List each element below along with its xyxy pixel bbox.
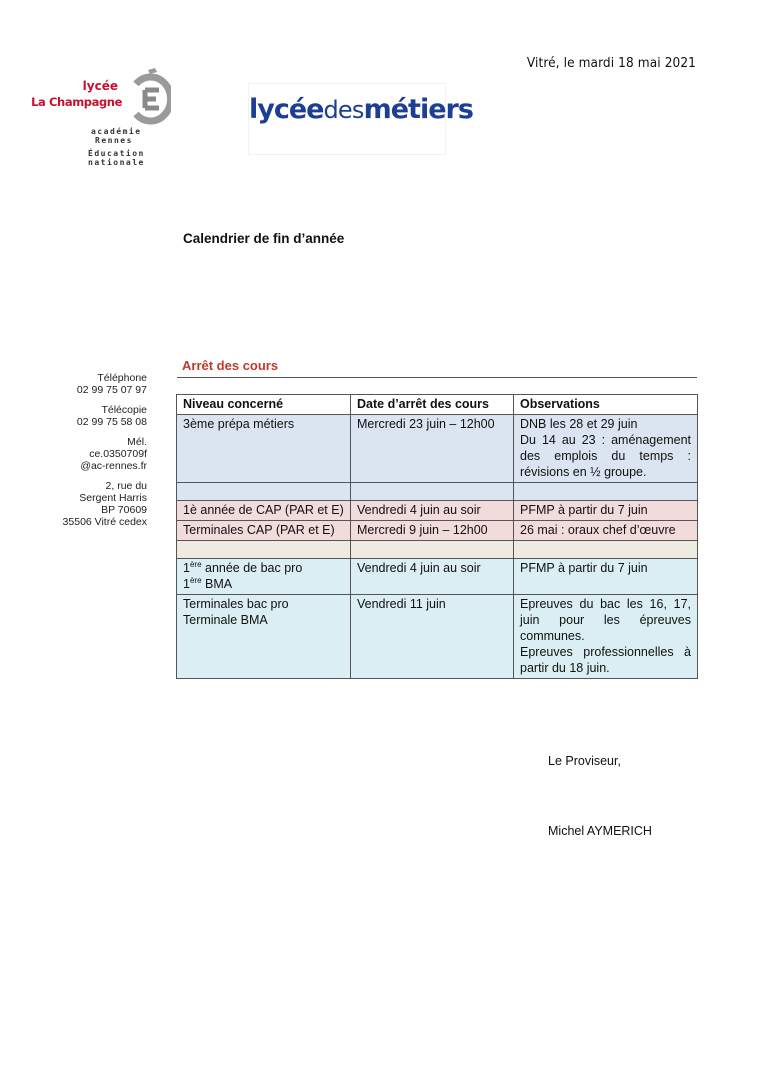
level-text: Terminale BMA (183, 613, 268, 627)
mail-line-2: @ac-rennes.fr (80, 460, 147, 472)
logo-metiers-part2: des (323, 96, 364, 124)
phone-number: 02 99 75 07 97 (76, 384, 147, 396)
table-row (177, 415, 698, 483)
cell-date: Vendredi 4 juin au soir (351, 559, 514, 595)
cell-observations (514, 595, 698, 679)
signature-role: Le Proviseur, (548, 754, 621, 768)
logo-sub-rennes: Rennes (95, 136, 133, 145)
obs-line: DNB les 28 et 29 juin (520, 417, 638, 431)
fax-label: Télécopie (101, 404, 147, 416)
cell-date: Vendredi 4 juin au soir (351, 501, 514, 521)
obs-line: Epreuves professionnelles à partir du 18 juin. (520, 645, 691, 675)
section-rule (177, 377, 697, 378)
cell-date: Mercredi 9 juin – 12h00 (351, 521, 514, 541)
document-title: Calendrier de fin d’année (183, 231, 345, 246)
level-text: année de bac pro (201, 561, 303, 575)
e-letter-logo-icon (131, 68, 171, 128)
header-niveau: Niveau concerné (177, 395, 351, 415)
lycee-des-metiers-logo (249, 84, 473, 154)
logo-line-champagne: La Champagne (31, 95, 122, 109)
cell-observations: 26 mai : oraux chef d’œuvre (514, 521, 698, 541)
level-sup: ère (189, 560, 202, 569)
document-date: Vitré, le mardi 18 mai 2021 (526, 55, 696, 71)
lycee-champagne-logo (31, 58, 180, 176)
logo-metiers-part1: lycée (249, 94, 324, 125)
level-text: 1 (183, 577, 190, 591)
cell-date: Mercredi 23 juin – 12h00 (351, 415, 514, 483)
table-row (177, 595, 698, 679)
mail-label: Mél. (127, 436, 147, 448)
cell-level: Terminales CAP (PAR et E) (177, 521, 351, 541)
logo-metiers-part3: métiers (363, 94, 473, 125)
mail-line-1: ce.0350709f (89, 448, 147, 460)
cell-level (177, 595, 351, 679)
table-spacer-row (177, 541, 698, 559)
table-row (177, 521, 698, 541)
cell-observations: PFMP à partir du 7 juin (514, 501, 698, 521)
header-observations: Observations (514, 395, 698, 415)
phone-label: Téléphone (97, 372, 147, 384)
cell-level: 3ème prépa métiers (177, 415, 351, 483)
cell-level (177, 559, 351, 595)
obs-line: Epreuves du bac les 16, 17, juin pour les épreuves communes. (520, 597, 691, 643)
cell-observations (514, 415, 698, 483)
level-sup: ère (189, 576, 202, 585)
header-date: Date d’arrêt des cours (351, 395, 514, 415)
cell-observations: PFMP à partir du 7 juin (514, 559, 698, 595)
logo-sub-academie: académie (91, 127, 142, 136)
address-line-3: BP 70609 (101, 504, 147, 516)
logo-line-lycee: lycée (82, 79, 118, 93)
level-text: BMA (201, 577, 233, 591)
address-line-2: Sergent Harris (79, 492, 147, 504)
section-heading: Arrêt des cours (182, 358, 279, 373)
signature-name: Michel AYMERICH (548, 824, 652, 838)
level-text: Terminales bac pro (183, 597, 289, 611)
table-header-row (177, 395, 698, 415)
cell-level: 1è année de CAP (PAR et E) (177, 501, 351, 521)
logo-sub-education: Éducation (88, 149, 145, 158)
level-text: 1 (183, 561, 190, 575)
table-row (177, 559, 698, 595)
address-line-4: 35506 Vitré cedex (62, 516, 147, 528)
table-row (177, 501, 698, 521)
calendar-table (176, 394, 698, 679)
fax-number: 02 99 75 58 08 (76, 416, 147, 428)
contact-sidebar (40, 372, 147, 536)
address-line-1: 2, rue du (105, 480, 147, 492)
logo-sub-nationale: nationale (88, 158, 145, 167)
obs-line: Du 14 au 23 : aménagement des emplois du temps : révisions en ½ groupe. (520, 433, 691, 479)
table-spacer-row (177, 483, 698, 501)
cell-date: Vendredi 11 juin (351, 595, 514, 679)
